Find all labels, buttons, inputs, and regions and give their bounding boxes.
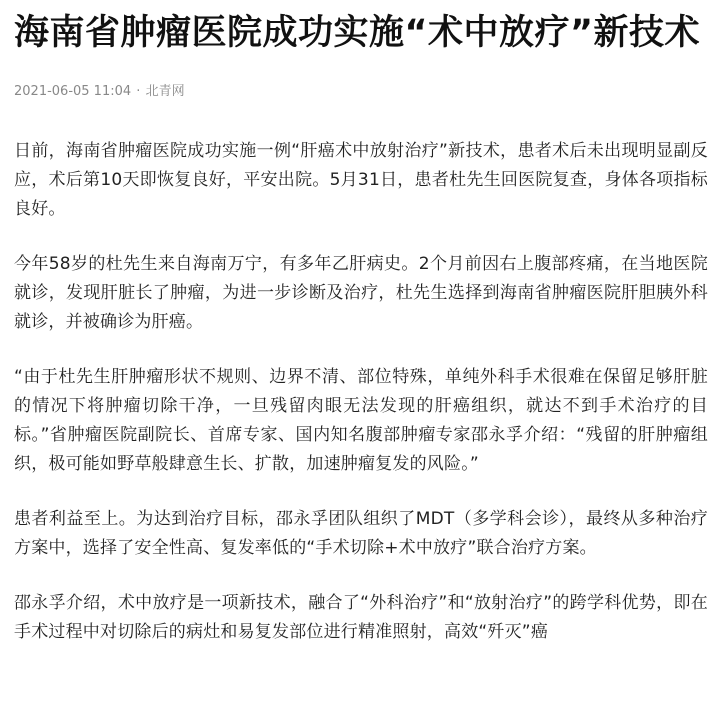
paragraph: 邵永孚介绍，术中放疗是一项新技术，融合了“外科治疗”和“放射治疗”的跨学科优势，即在手术过程中对切除后的病灶和易复发部位进行精准照射，高效“歼灭”癌 [14,593,708,642]
meta-separator: · [136,84,141,99]
paragraph: 日前，海南省肿瘤医院成功实施一例“肝癌术中放射治疗”新技术，患者术后未出现明显副反应，术后第10天即恢复良好，平安出院。5月31日，患者杜先生回医院复查，身体各项指标良好。 [14,141,708,219]
paragraph: 今年58岁的杜先生来自海南万宁，有多年乙肝病史。2个月前因右上腹部疼痛，在当地医院就诊，发现肝脏长了肿瘤，为进一步诊断及治疗，杜先生选择到海南省肿瘤医院肝胆胰外科就诊，并被确诊为肝癌。 [14,254,708,332]
source-name: 北青网 [145,84,185,99]
publish-datetime: 2021-06-05 11:04 [14,84,132,99]
paragraph: 患者利益至上。为达到治疗目标，邵永孚团队组织了MDT（多学科会诊），最终从多种治疗方案中，选择了安全性高、复发率低的“手术切除+术中放疗”联合治疗方案。 [14,509,708,558]
article-body [14,137,708,647]
article-meta [14,83,721,101]
article-title: 海南省肿瘤医院成功实施“术中放疗”新技术 [14,13,701,53]
paragraph: “由于杜先生肝肿瘤形状不规则、边界不清、部位特殊，单纯外科手术很难在保留足够肝脏的情况下将肿瘤切除干净，一旦残留肉眼无法发现的肝癌组织，就达不到手术治疗的目标。”省肿瘤医院副院长、首席专家、国内知名腹部肿瘤专家邵永孚介绍：“残留的肝肿瘤组织，极可能如野草般肆意生长、扩散，加速肿瘤复发的风险。” [14,367,708,474]
